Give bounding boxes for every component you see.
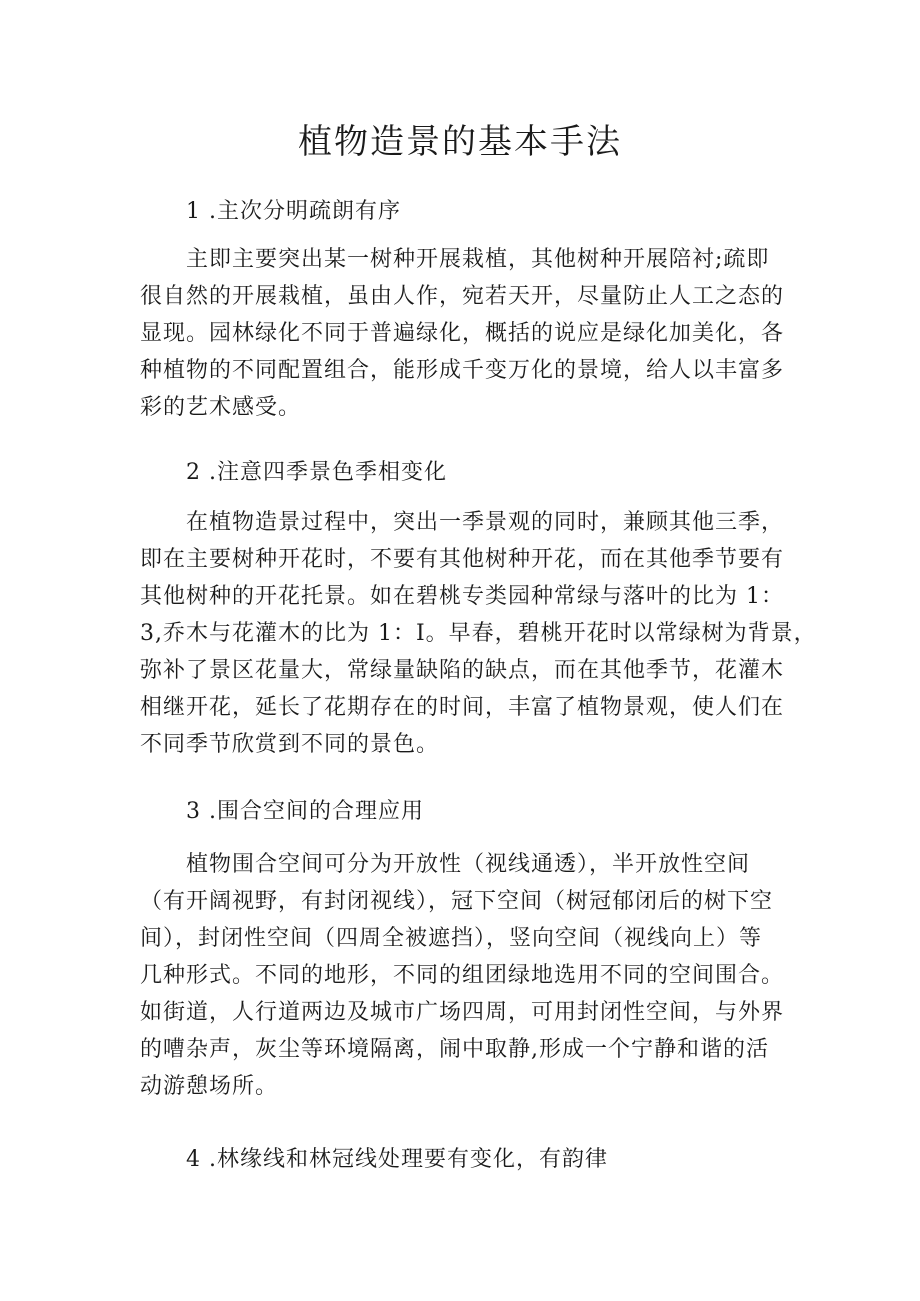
paragraph-line: 即在主要树种开花时，不要有其他树种开花，而在其他季节要有 xyxy=(140,547,785,572)
section-paragraph-1 xyxy=(140,241,800,426)
paragraph-line: 显现。园林绿化不同于普遍绿化，概括的说应是绿化加美化，各 xyxy=(140,321,785,346)
paragraph-line: 相继开花，延长了花期存在的时间，丰富了植物景观，使人们在 xyxy=(140,695,785,720)
paragraph-line: 植物围合空间可分为开放性（视线通透），半开放性空间 xyxy=(186,852,751,877)
paragraph-line: 彩的艺术感受。 xyxy=(140,395,302,420)
paragraph-line: 在植物造景过程中，突出一季景观的同时，兼顾其他三季， xyxy=(186,510,785,535)
paragraph-line: 间），封闭性空间（四周全被遮挡），竖向空间（视线向上）等 xyxy=(140,926,763,951)
paragraph-line: 其他树种的开花托景。如在碧桃专类园种常绿与落叶的比为 1： xyxy=(140,584,784,609)
section-heading-1: 1 .主次分明疏朗有序 xyxy=(186,199,401,224)
paragraph-line: 弥补了景区花量大，常绿量缺陷的缺点，而在其他季节，花灌木 xyxy=(140,658,785,683)
paragraph-line: 3,乔木与花灌木的比为 1：I。早春，碧桃开花时以常绿树为背景， xyxy=(140,621,817,646)
section-heading-3: 3 .围合空间的合理应用 xyxy=(186,799,424,824)
paragraph-line: 如街道，人行道两边及城市广场四周，可用封闭性空间，与外界 xyxy=(140,1000,785,1025)
document-title: 植物造景的基本手法 xyxy=(298,122,622,162)
paragraph-line: （有开阔视野，有封闭视线），冠下空间（树冠郁闭后的树下空 xyxy=(140,889,774,914)
section-paragraph-3 xyxy=(140,846,800,1105)
paragraph-line: 的嘈杂声，灰尘等环境隔离，闹中取静,形成一个宁静和谐的活 xyxy=(140,1037,769,1062)
paragraph-line: 几种形式。不同的地形，不同的组团绿地选用不同的空间围合。 xyxy=(140,963,785,988)
section-heading-4: 4 .林缘线和林冠线处理要有变化，有韵律 xyxy=(186,1147,608,1172)
section-heading-2: 2 .注意四季景色季相变化 xyxy=(186,460,447,485)
paragraph-line: 主即主要突出某一树种开展栽植，其他树种开展陪衬;疏即 xyxy=(186,247,770,272)
paragraph-line: 很自然的开展栽植，虽由人作，宛若天开，尽量防止人工之态的 xyxy=(140,284,785,309)
paragraph-line: 种植物的不同配置组合，能形成千变万化的景境，给人以丰富多 xyxy=(140,358,785,383)
paragraph-line: 动游憩场所。 xyxy=(140,1074,279,1099)
paragraph-line: 不同季节欣赏到不同的景色。 xyxy=(140,732,440,757)
section-paragraph-2 xyxy=(140,504,817,763)
